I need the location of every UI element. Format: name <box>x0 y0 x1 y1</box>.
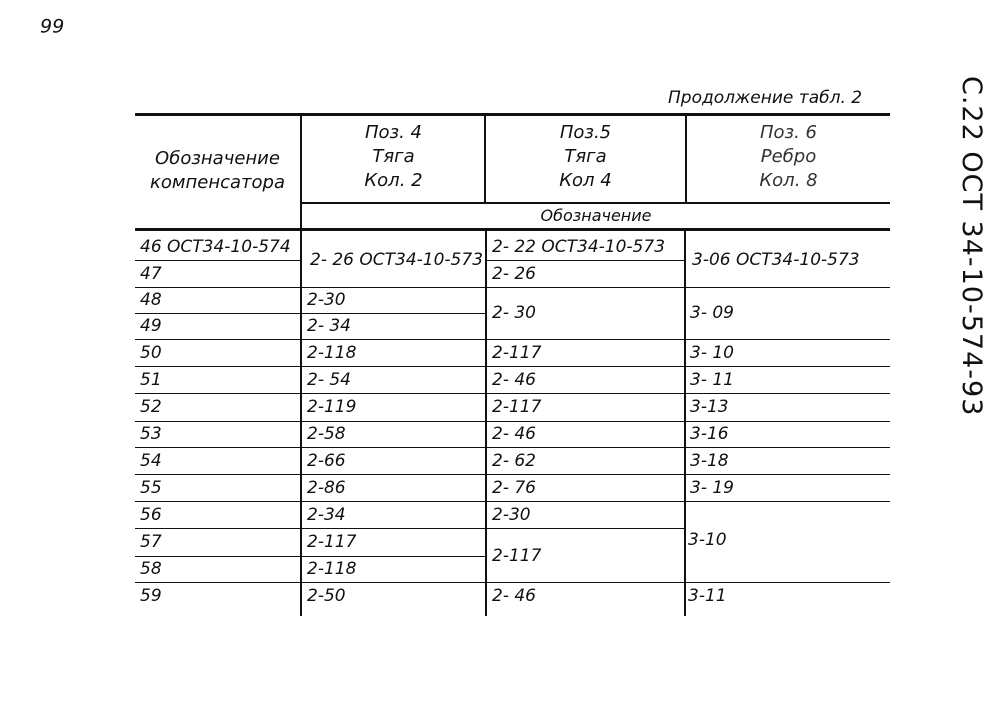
table-row: 49 <box>140 316 162 336</box>
pos5-cell: 2- 46 <box>492 370 536 390</box>
pos4-cell: 2-118 <box>307 559 357 579</box>
table-row: 57 <box>140 532 162 552</box>
pos5-cell: 2- 46 <box>492 424 536 444</box>
pos5-cell: 2-117 <box>492 546 542 566</box>
pos6-cell: 3- 19 <box>690 478 734 498</box>
pos6-cell: 3- 10 <box>690 343 734 363</box>
pos6-cell: 3-18 <box>690 451 729 471</box>
table-row: 50 <box>140 343 162 363</box>
pos4-cell: 2-50 <box>307 586 346 606</box>
pos5-cell: 2-117 <box>492 397 542 417</box>
pos5-cell: 2- 76 <box>492 478 536 498</box>
pos4-cell: 2- 54 <box>307 370 351 390</box>
pos4-cell: 2-66 <box>307 451 346 471</box>
table-row: 59 <box>140 586 162 606</box>
pos4-cell: 2-117 <box>307 532 357 552</box>
pos4-cell: 2-86 <box>307 478 346 498</box>
pos5-cell: 2- 30 <box>492 303 536 323</box>
table-row: 54 <box>140 451 162 471</box>
table-row: 58 <box>140 559 162 579</box>
table-row: 51 <box>140 370 162 390</box>
pos4-cell: 2-34 <box>307 505 346 525</box>
table-row: 52 <box>140 397 162 417</box>
pos6-cell: 3-11 <box>688 586 727 606</box>
table-row: 47 <box>140 264 162 284</box>
pos5-cell: 2- 62 <box>492 451 536 471</box>
pos6-cell: 3-13 <box>690 397 729 417</box>
pos4-cell: 2- 26 ОСТ34-10-573 <box>310 250 484 270</box>
pos6-cell: 3-10 <box>688 530 727 550</box>
table-continuation-label: Продолжение табл. 2 <box>668 88 863 108</box>
pos5-cell: 2-30 <box>492 505 531 525</box>
header-designation: Обозначение компенсатора <box>150 148 285 193</box>
pos5-cell: 2- 26 <box>492 264 536 284</box>
table-row: 53 <box>140 424 162 444</box>
header-pos5: Поз.5 Тяга Кол 4 <box>559 122 612 191</box>
pos6-cell: 3-16 <box>690 424 729 444</box>
header-pos6: Поз. 6 Ребро Кол. 8 <box>759 122 818 191</box>
subheader-designation: Обозначение <box>540 206 652 225</box>
pos5-cell: 2-117 <box>492 343 542 363</box>
pos4-cell: 2-58 <box>307 424 346 444</box>
pos4-cell: 2- 34 <box>307 316 351 336</box>
page-number: 66 <box>40 14 65 36</box>
header-pos4: Поз. 4 Тяга Кол. 2 <box>364 122 423 191</box>
pos4-cell: 2-30 <box>307 290 346 310</box>
pos5-cell: 2- 22 ОСТ34-10-573 <box>492 237 666 257</box>
pos5-cell: 2- 46 <box>492 586 536 606</box>
table-row: 46 ОСТ34-10-574 <box>140 237 291 257</box>
pos6-cell: 3- 11 <box>690 370 734 390</box>
table-row: 48 <box>140 290 162 310</box>
pos6-cell: 3-06 ОСТ34-10-573 <box>692 250 860 270</box>
document-code: С.22 ОСТ 34-10-574-93 <box>956 76 987 417</box>
table-row: 55 <box>140 478 162 498</box>
pos4-cell: 2-119 <box>307 397 357 417</box>
pos4-cell: 2-118 <box>307 343 357 363</box>
table-row: 56 <box>140 505 162 525</box>
pos6-cell: 3- 09 <box>690 303 734 323</box>
